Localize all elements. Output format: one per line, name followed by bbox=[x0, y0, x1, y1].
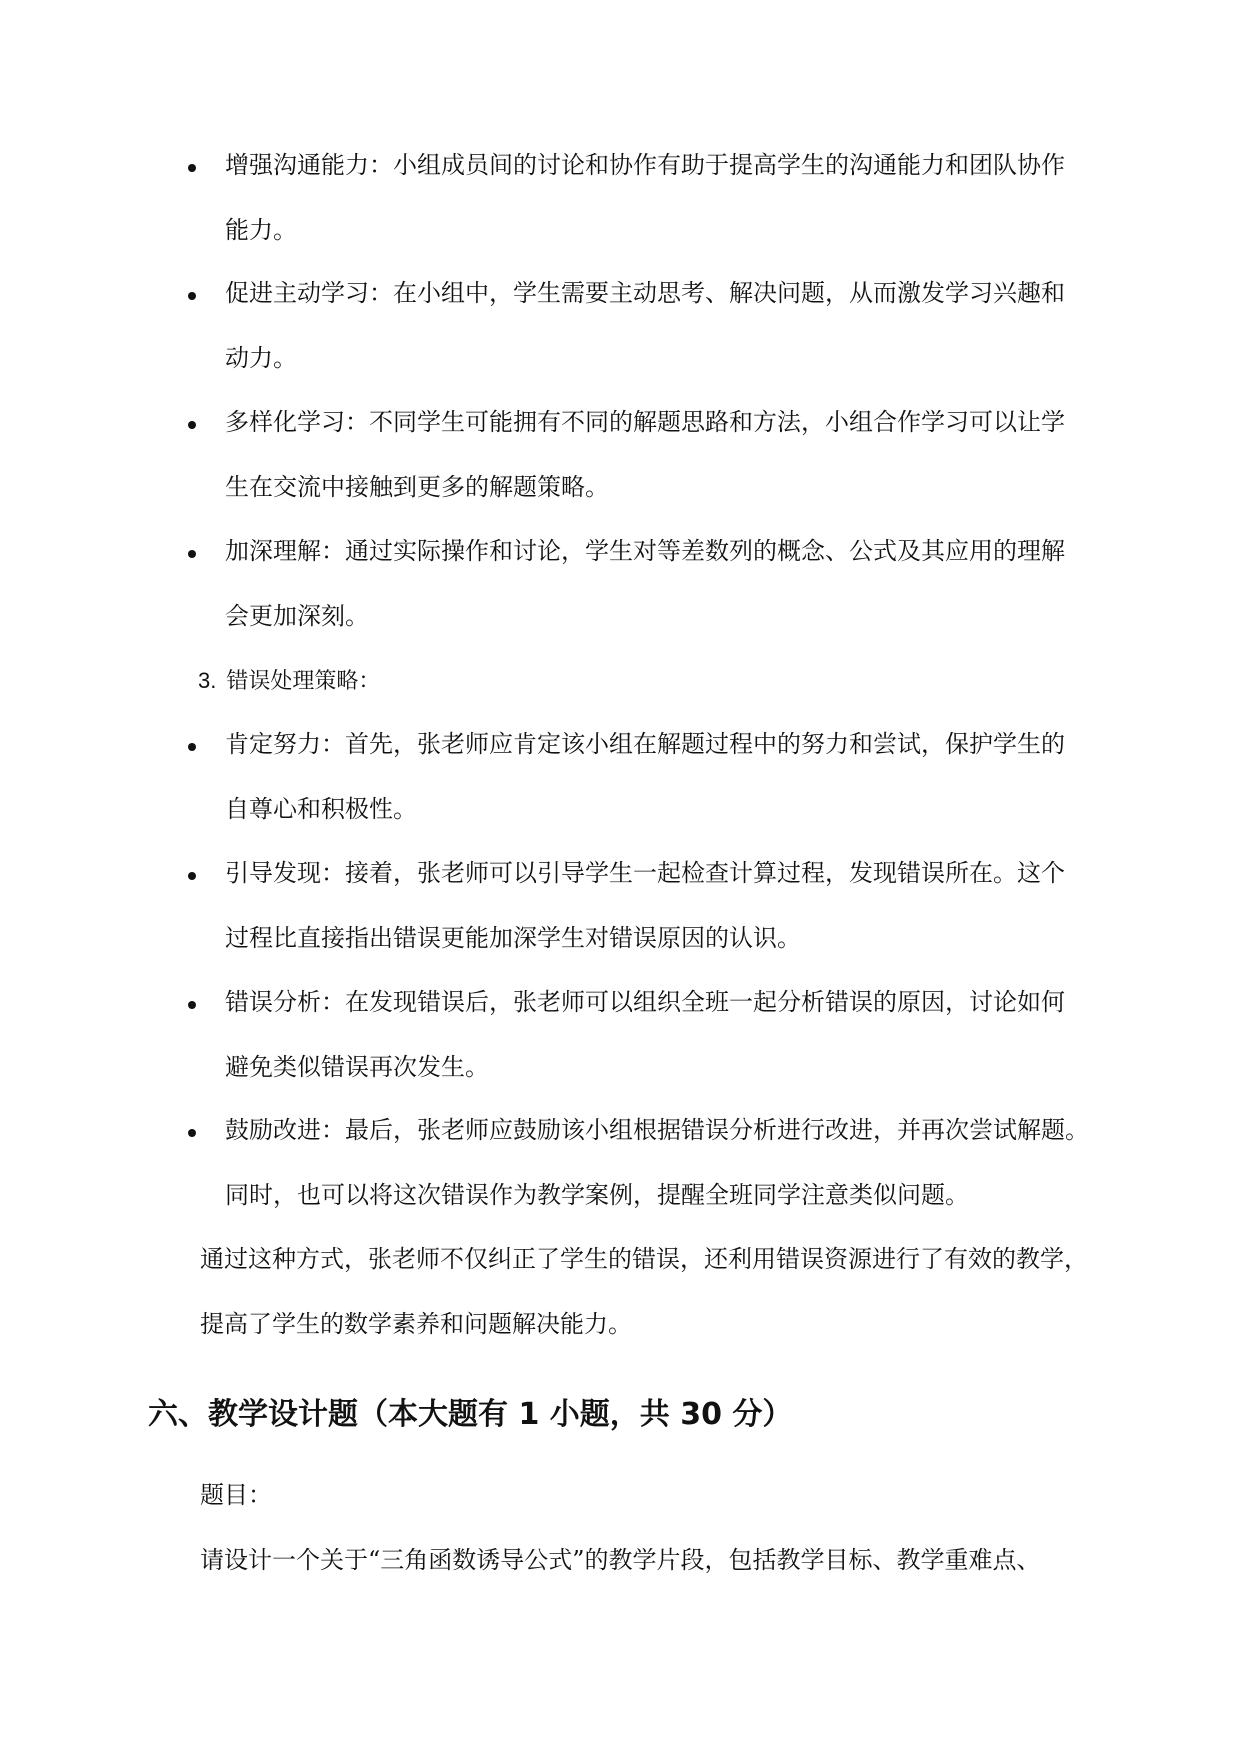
bullet-icon bbox=[188, 164, 196, 172]
list-number: 3. bbox=[198, 668, 217, 693]
bullet-icon bbox=[188, 1129, 196, 1137]
list-item-line: 过程比直接指出错误更能加深学生对错误原因的认识。 bbox=[225, 924, 801, 952]
list-item-line: 增强沟通能力：小组成员间的讨论和协作有助于提高学生的沟通能力和团队协作 bbox=[225, 151, 1065, 179]
list-item-line: 同时，也可以将这次错误作为教学案例，提醒全班同学注意类似问题。 bbox=[225, 1181, 969, 1209]
list-item-line: 错误分析：在发现错误后，张老师可以组织全班一起分析错误的原因，讨论如何 bbox=[225, 988, 1065, 1016]
question-label: 题目： bbox=[200, 1481, 272, 1509]
bullet-icon bbox=[188, 292, 196, 300]
list-item-line: 生在交流中接触到更多的解题策略。 bbox=[225, 473, 609, 501]
list-item-line: 避免类似错误再次发生。 bbox=[225, 1053, 489, 1081]
list-item-line: 自尊心和积极性。 bbox=[225, 795, 417, 823]
list-item-line: 会更加深刻。 bbox=[225, 602, 369, 630]
numbered-heading bbox=[198, 666, 380, 697]
conclusion-line: 通过这种方式，张老师不仅纠正了学生的错误，还利用错误资源进行了有效的教学， bbox=[200, 1245, 1088, 1273]
list-item-line: 加深理解：通过实际操作和讨论，学生对等差数列的概念、公式及其应用的理解 bbox=[225, 537, 1065, 565]
numbered-heading-text: 错误处理策略： bbox=[226, 669, 381, 694]
list-item-line: 促进主动学习：在小组中，学生需要主动思考、解决问题，从而激发学习兴趣和 bbox=[225, 279, 1065, 307]
bullet-icon bbox=[188, 421, 196, 429]
list-item-line: 能力。 bbox=[225, 216, 297, 244]
bullet-icon bbox=[188, 743, 196, 751]
list-item-line: 鼓励改进：最后，张老师应鼓励该小组根据错误分析进行改进，并再次尝试解题。 bbox=[225, 1116, 1089, 1144]
bullet-icon bbox=[188, 550, 196, 558]
list-item-line: 多样化学习：不同学生可能拥有不同的解题思路和方法，小组合作学习可以让学 bbox=[225, 408, 1065, 436]
bullet-icon bbox=[188, 872, 196, 880]
list-item-line: 引导发现：接着，张老师可以引导学生一起检查计算过程，发现错误所在。这个 bbox=[225, 859, 1065, 887]
list-item-line: 肯定努力：首先，张老师应肯定该小组在解题过程中的努力和尝试，保护学生的 bbox=[225, 730, 1065, 758]
question-text: 请设计一个关于“三角函数诱导公式”的教学片段，包括教学目标、教学重难点、 bbox=[200, 1546, 1041, 1574]
bullet-icon bbox=[188, 1001, 196, 1009]
conclusion-line: 提高了学生的数学素养和问题解决能力。 bbox=[200, 1310, 632, 1338]
section-heading: 六、教学设计题（本大题有 1 小题，共 30 分） bbox=[148, 1397, 793, 1432]
list-item-line: 动力。 bbox=[225, 344, 297, 372]
